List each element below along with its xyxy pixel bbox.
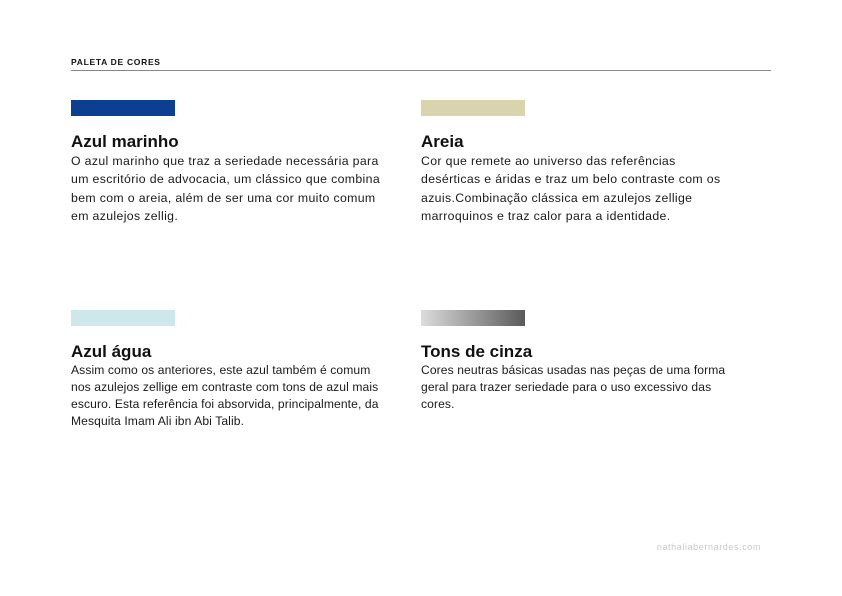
- color-title: Areia: [421, 132, 464, 151]
- color-card-azul-agua: [71, 310, 381, 430]
- color-title: Azul água: [71, 342, 152, 361]
- color-description: Cores neutras básicas usadas nas peças de uma forma geral para trazer seriedade para o uso excessivo das cores.: [421, 363, 726, 411]
- footer-website: nathaliabernardes.com: [656, 542, 761, 552]
- color-title: Azul marinho: [71, 132, 179, 151]
- color-swatch-navy: [71, 100, 175, 116]
- color-swatch-sand: [421, 100, 525, 116]
- page-title: PALETA DE CORES: [71, 57, 161, 67]
- color-swatch-gray-gradient: [421, 310, 525, 326]
- color-swatch-aqua: [71, 310, 175, 326]
- color-card-tons-de-cinza: [421, 310, 731, 413]
- color-card-azul-marinho: [71, 100, 381, 225]
- color-description: O azul marinho que traz a seriedade necessária para um escritório de advocacia, um clássico que combina bem com o areia, além de ser uma cor muito comum em azulejos zellig.: [71, 154, 381, 223]
- color-description: Assim como os anteriores, este azul também é comum nos azulejos zellige em contraste com tons de azul mais escuro. Esta referência foi absorvida, principalmente, da Mesquita Imam Ali ibn Abi Talib.: [71, 363, 379, 428]
- color-title: Tons de cinza: [421, 342, 533, 361]
- color-card-areia: [421, 100, 731, 225]
- header-divider: [71, 70, 771, 71]
- color-description: Cor que remete ao universo das referências desérticas e áridas e traz um belo contraste com os azuis.Combinação clássica em azulejos zellige marroquinos e traz calor para a identidade.: [421, 154, 721, 223]
